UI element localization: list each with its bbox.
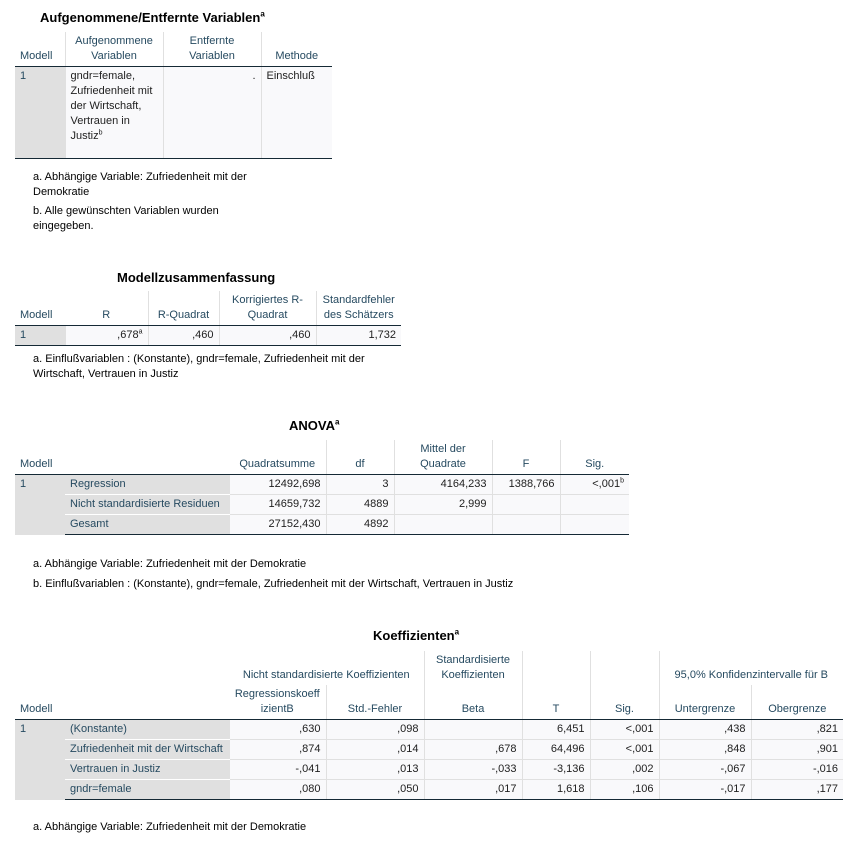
table3-note-a: a. Abhängige Variable: Zufriedenheit mit der Demokratie <box>33 558 307 570</box>
table1-note-a: a. Abhängige Variable: Zufriedenheit mit der Demokratie <box>33 171 247 198</box>
col-modell: Modell <box>15 32 65 67</box>
col-entfernte-variablen: Entfernte Variablen <box>163 32 261 67</box>
table-row: 1 Regression 12492,698 3 4164,233 1388,766 <,001$^b$ <box>15 475 629 495</box>
variables-table <box>15 32 332 159</box>
table4-title: Koeffizienten$^a$ <box>373 627 460 643</box>
table-row: 1 gndr=female, Zufriedenheit mit der Wirtschaft, Vertrauen in Justiz$^b$ . Einschluß <box>15 67 332 159</box>
table1-title: Aufgenommene/Entfernte Variablen$^a$ <box>40 9 265 25</box>
table-row: Zufriedenheit mit der Wirtschaft ,874 ,014 ,678 64,496 <,001 ,848 ,901 <box>15 740 843 760</box>
table1-note-b: b. Alle gewünschten Variablen wurden eingegeben. <box>33 205 219 232</box>
col-aufgenommene-variablen: Aufgenommene Variablen <box>65 32 163 67</box>
table-row: gndr=female ,080 ,050 ,017 1,618 ,106 -,017 ,177 <box>15 780 843 800</box>
table-row: 1 (Konstante) ,630 ,098 6,451 <,001 ,438 ,821 <box>15 720 843 740</box>
modellzusammenfassung-table: Modell R R-Quadrat Korrigiertes R-Quadrat Standardfehler des Schätzers 1 ,678$^a$ ,460 ,460 1,732 <box>15 291 401 346</box>
table-row: Nicht standardisierte Residuen 14659,732 4889 2,999 <box>15 495 629 515</box>
table-row: Vertrauen in Justiz -,041 ,013 -,033 -3,136 ,002 -,067 -,016 <box>15 760 843 780</box>
col-methode: Methode <box>261 32 332 67</box>
koeffizienten-table: Nicht standardisierte Koeffizienten Standardisierte Koeffizienten 95,0% Konfidenzintervalle für B Modell RegressionskoeffizientB Std.-Fehler Beta T Sig. Untergrenze Obergrenze 1 (Konstante) ,630 ,098 6,451 <,001 ,438 ,821 Zufriedenheit mit der Wirtschaft ,874 ,014 ,678 64,496 <,001 ,848 ,901 Vertrauen in Justiz -,041 ,013 -,033 -3,136 ,002 -,067 -,016 gndr=female ,080 ,050 ,017 1,618 ,106 -,017 ,177 <box>15 651 843 800</box>
anova-table: Modell Quadratsumme df Mittel der Quadrate F Sig. 1 Regression 12492,698 3 4164,233 1388,766 <,001$^b$ Nicht standardisierte Residuen 14659,732 4889 2,999 Gesamt 27152,430 4892 <box>15 440 629 535</box>
table4-note-a: a. Abhängige Variable: Zufriedenheit mit der Demokratie <box>33 821 307 833</box>
table-row: 1 ,678$^a$ ,460 ,460 1,732 <box>15 326 401 346</box>
table-row: Gesamt 27152,430 4892 <box>15 515 629 535</box>
table3-note-b: b. Einflußvariablen : (Konstante), gndr=female, Zufriedenheit mit der Wirtschaft, Vertrauen in Justiz <box>33 578 514 590</box>
table3-title: ANOVA$^a$ <box>289 417 340 433</box>
table2-note-a: a. Einflußvariablen : (Konstante), gndr=female, Zufriedenheit mit der Wirtschaft, Vertrauen in Justiz <box>33 353 365 380</box>
table2-title: Modellzusammenfassung <box>117 270 276 285</box>
